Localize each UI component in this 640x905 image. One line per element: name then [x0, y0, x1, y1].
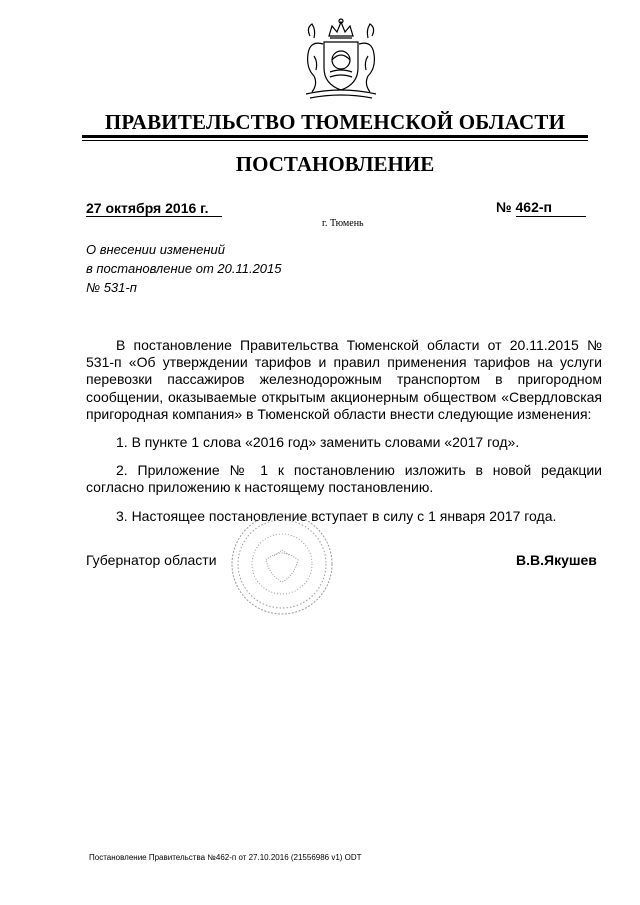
signer-position: Губернатор области [86, 552, 217, 568]
document-body [86, 337, 602, 525]
signer-name: В.В.Якушев [516, 552, 597, 568]
title-divider-thick [82, 135, 588, 138]
body-item-1: 1. В пункте 1 слова «2016 год» заменить словами «2017 год». [116, 434, 520, 451]
body-item-2: 2. Приложение № 1 к постановлению изложить в новой редакции согласно приложению к настоящему постановлению. [86, 462, 602, 496]
body-intro-paragraph: В постановление Правительства Тюменской области от 20.11.2015 № 531-п «Об утверждении тарифов и правил применения тарифов на услуги перевозки пассажиров железнодорожным транспортом в пригородном сообщении, оказываемые открытым акционерным обществом «Свердловская пригородная компания» в Тюменской области внести следующие изменения: [86, 337, 602, 422]
document-date: 27 октября 2016 г. [86, 200, 209, 216]
title-divider-thin [82, 140, 588, 141]
city-label: г. Тюмень [322, 218, 364, 229]
document-footer: Постановление Правительства №462-п от 27.10.2016 (21556986 v1) ODT [89, 853, 362, 862]
official-seal-icon [228, 510, 336, 618]
subject-line: О внесении изменений [86, 242, 225, 257]
document-subject [86, 240, 282, 297]
document-type: ПОСТАНОВЛЕНИЕ [235, 152, 435, 176]
subject-line: в постановление от 20.11.2015 [86, 261, 282, 276]
number-underline [516, 216, 586, 217]
government-title: ПРАВИТЕЛЬСТВО ТЮМЕНСКОЙ ОБЛАСТИ [104, 110, 566, 134]
document-number: № 462-п [496, 199, 552, 215]
body-item-3: 3. Настоящее постановление вступает в силу с 1 января 2017 года. [116, 507, 557, 524]
coat-of-arms-icon [296, 14, 386, 106]
subject-line: № 531-п [86, 280, 137, 295]
date-underline [86, 216, 222, 217]
